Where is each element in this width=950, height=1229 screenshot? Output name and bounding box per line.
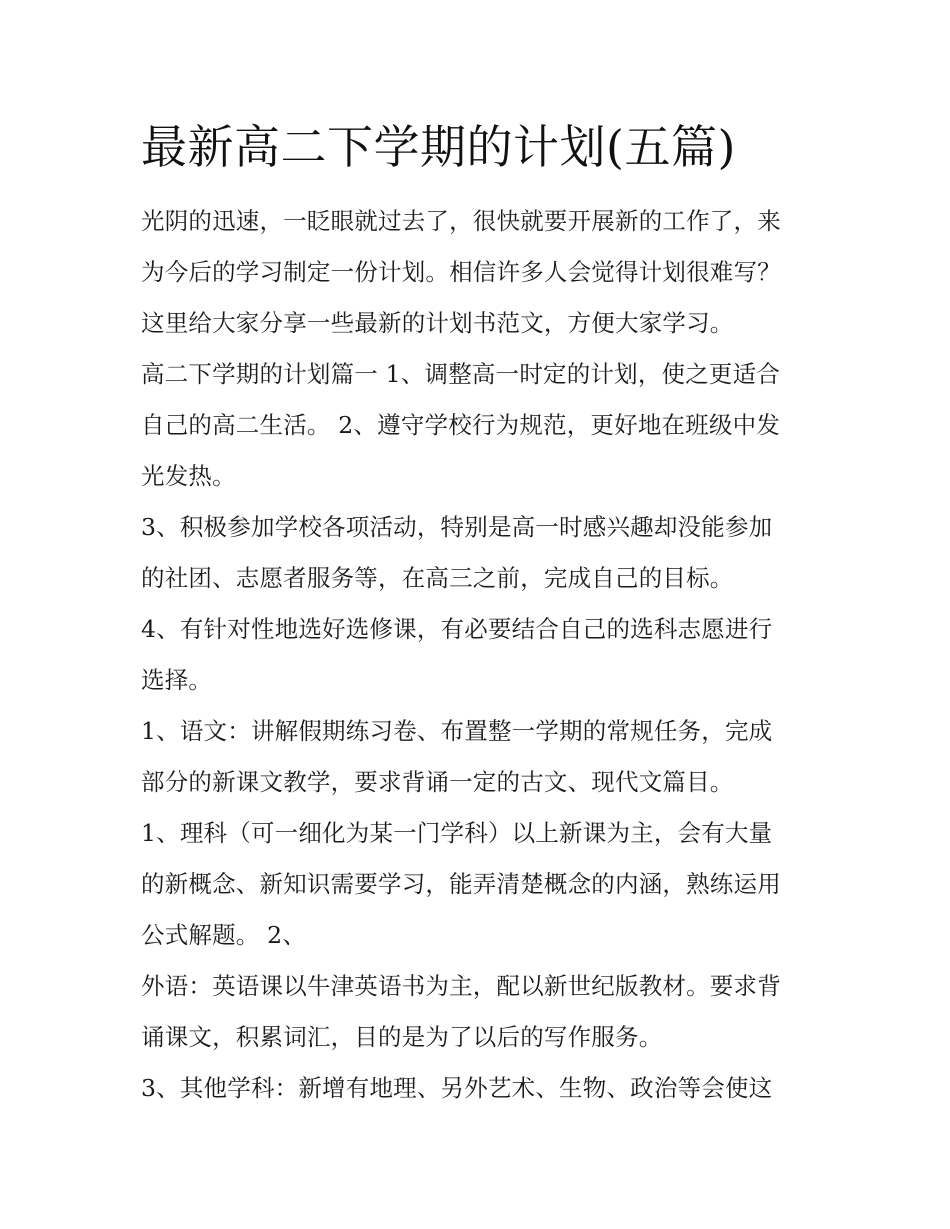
body-line: 1、理科（可一细化为某一门学科）以上新课为主，会有大量 — [141, 819, 773, 847]
body-line: 选择。 — [141, 666, 213, 694]
document-body — [141, 196, 821, 1114]
body-line: 高二下学期的计划篇一 1、调整高一时定的计划，使之更适合 — [141, 360, 781, 388]
body-line: 3、其他学科：新增有地理、另外艺术、生物、政治等会使这 — [141, 1074, 773, 1102]
body-line: 这里给大家分享一些最新的计划书范文，方便大家学习。 — [141, 309, 734, 337]
body-line: 的新概念、新知识需要学习，能弄清楚概念的内涵，熟练运用 — [141, 870, 781, 898]
body-line: 部分的新课文教学，要求背诵一定的古文、现代文篇目。 — [141, 768, 734, 796]
body-line: 的社团、志愿者服务等，在高三之前，完成自己的目标。 — [141, 564, 734, 592]
body-line: 诵课文，积累词汇，目的是为了以后的写作服务。 — [141, 1023, 663, 1051]
body-line: 自己的高二生活。 2、遵守学校行为规范，更好地在班级中发 — [141, 411, 781, 439]
body-line: 公式解题。 2、 — [141, 921, 307, 949]
body-line: 1、语文：讲解假期练习卷、布置整一学期的常规任务，完成 — [141, 717, 773, 745]
body-line: 4、有针对性地选好选修课，有必要结合自己的选科志愿进行 — [141, 615, 773, 643]
body-line: 3、积极参加学校各项活动，特别是高一时感兴趣却没能参加 — [141, 513, 773, 541]
body-line: 为今后的学习制定一份计划。相信许多人会觉得计划很难写？ — [141, 258, 781, 286]
body-line: 外语：英语课以牛津英语书为主，配以新世纪版教材。要求背 — [141, 972, 781, 1000]
body-line: 光阴的迅速，一眨眼就过去了，很快就要开展新的工作了，来 — [141, 207, 781, 235]
document-title: 最新高二下学期的计划(五篇) — [141, 120, 736, 174]
body-line: 光发热。 — [141, 462, 236, 490]
